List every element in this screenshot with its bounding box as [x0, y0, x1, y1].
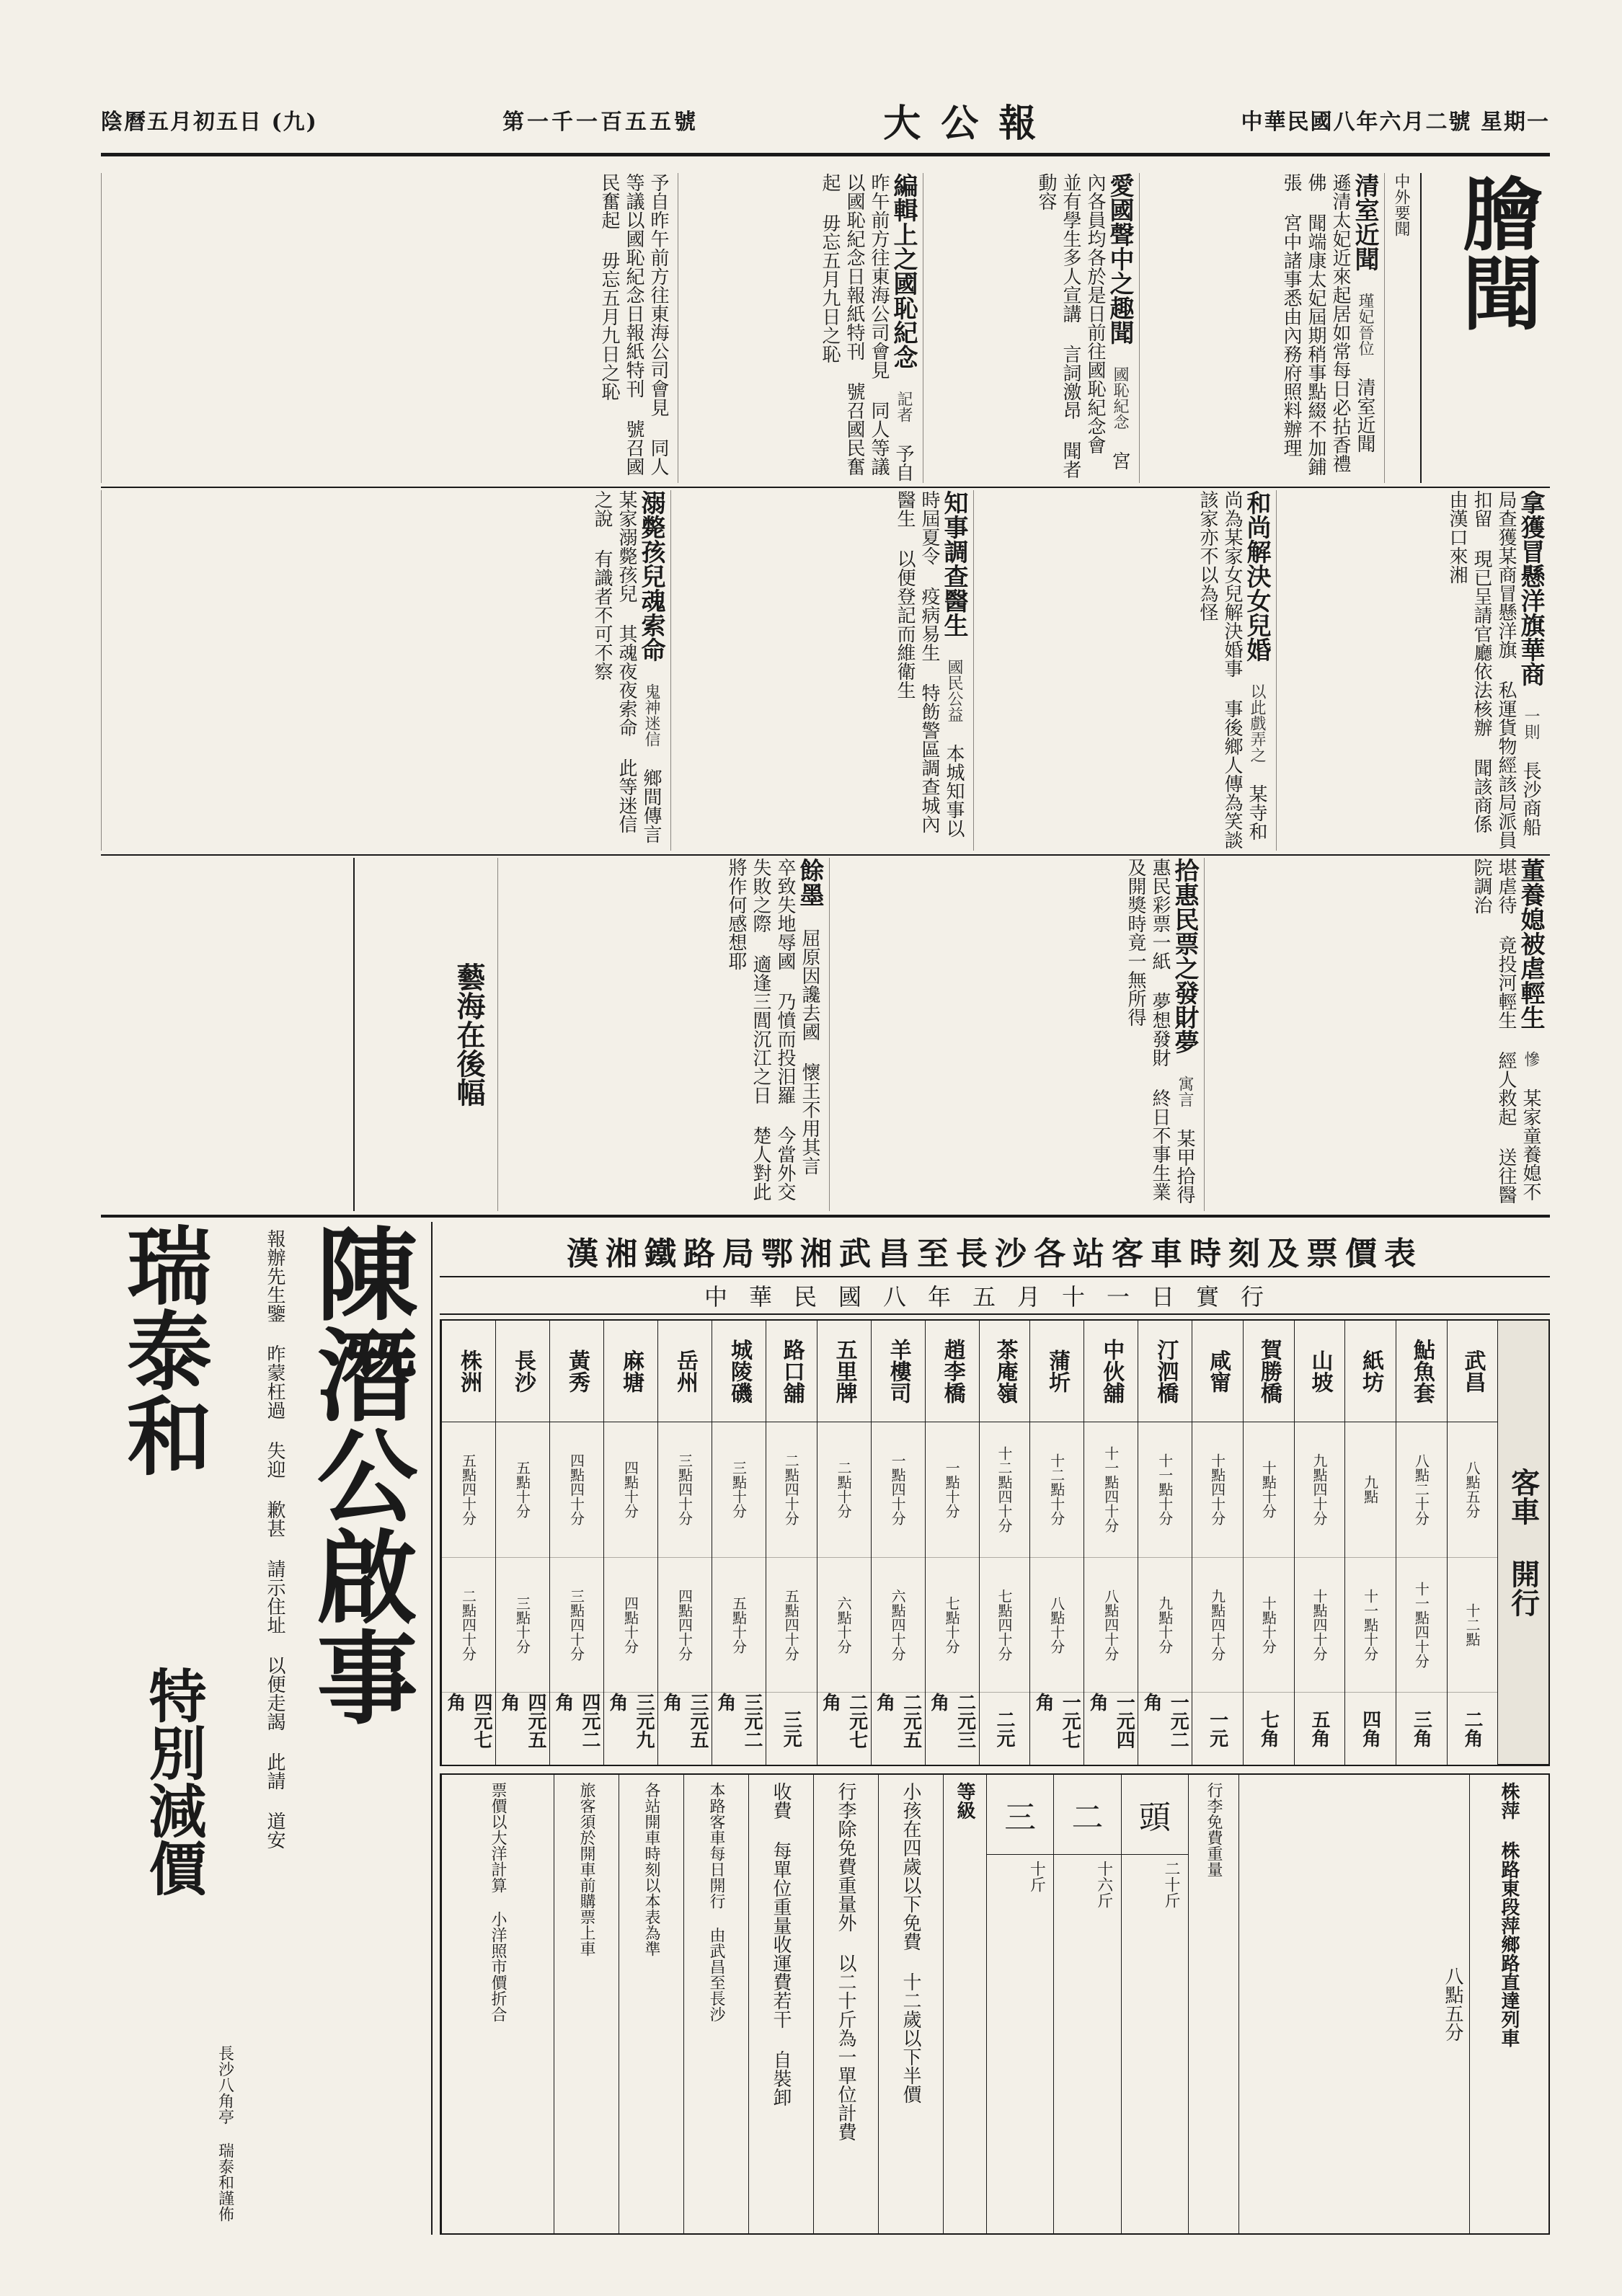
timetable-station-column — [925, 1321, 979, 1765]
newspaper-page — [101, 87, 1550, 2235]
departure-time-down: 三點四十分 — [550, 1558, 603, 1693]
departure-time-down: 六點四十分 — [872, 1558, 925, 1693]
article-doctor — [670, 490, 973, 851]
ad-brand: 瑞泰和 — [112, 1222, 213, 1477]
grade-label: 等級 — [943, 1775, 986, 2233]
article-flag — [1276, 490, 1550, 851]
news-section — [101, 173, 1550, 1211]
grade-weight: 二十斤 — [1121, 1855, 1188, 2233]
article-qingshi — [1139, 173, 1384, 483]
departure-time-down: 七點十分 — [926, 1558, 979, 1693]
departure-time-down: 九點十分 — [1138, 1558, 1192, 1693]
article-ghost — [101, 490, 670, 851]
arts-notice: 藝海在後幅 — [353, 858, 497, 1211]
station-fare: 七角 — [1257, 1710, 1280, 1747]
departure-time-up: 四點十分 — [604, 1422, 657, 1558]
departure-time-down: 四點十分 — [604, 1558, 657, 1693]
rule-line — [101, 487, 1550, 488]
article-headline: 和尚解決女兒婚 — [1242, 490, 1271, 662]
departure-time-down: 八點十分 — [1030, 1558, 1083, 1693]
rule: 本路客車每日開行 由武昌至長沙 — [683, 1775, 748, 2233]
grade-third: 三 — [986, 1775, 1053, 1854]
rule: 旅客須於開車前購票上車 — [554, 1775, 619, 2233]
rule: 票價以大洋計算 小洋照市價折合 — [441, 1775, 554, 2233]
departure-time-down: 十點十分 — [1244, 1558, 1294, 1693]
article-subhead: 寓言 — [1176, 1076, 1194, 1107]
section-title: 膾聞 — [1420, 173, 1550, 483]
station-fare: 四元七角 — [443, 1693, 492, 1749]
departure-time-down: 九點四十分 — [1192, 1558, 1243, 1693]
departure-time-up: 十一點十分 — [1138, 1422, 1192, 1558]
timetable-station-column — [712, 1321, 766, 1765]
timetable-side-title — [1497, 1321, 1548, 1765]
side-title-text: 客車 開行 — [1498, 1321, 1548, 1765]
departure-time-up: 十二點四十分 — [980, 1422, 1030, 1558]
masthead-date-lunar: 陰曆五月初五日 (九) — [101, 110, 318, 135]
station-fare: 二元三角 — [927, 1693, 976, 1749]
station-name: 汀泗橋 — [1138, 1321, 1192, 1422]
section-sub: 中外要聞 — [1384, 173, 1420, 483]
station-fare: 三角 — [1410, 1710, 1432, 1747]
station-name: 中伙舖 — [1084, 1321, 1138, 1422]
departure-time-up: 二點四十分 — [766, 1422, 817, 1558]
poem-column — [497, 858, 829, 1211]
article-body: 本城知事以時屆夏令 疫病易生 特飭警區調查城內醫生 以便登記而維衛生 — [894, 490, 965, 838]
departure-time-down: 十一點四十分 — [1396, 1558, 1447, 1693]
article-national-humiliation — [678, 173, 923, 483]
station-name: 紙坊 — [1345, 1321, 1396, 1422]
station-fare: 四元五角 — [497, 1693, 546, 1749]
news-band-top — [101, 173, 1550, 483]
timetable-station-column — [441, 1321, 495, 1765]
station-name: 麻塘 — [604, 1321, 657, 1422]
station-fare: 五角 — [1308, 1710, 1330, 1747]
ad-name: 陳潛公啟事 — [300, 1222, 418, 1727]
station-fare: 一元四角 — [1086, 1693, 1135, 1749]
departure-time-up: 八點五分 — [1448, 1422, 1498, 1558]
article-subhead: 國民公益 — [945, 659, 963, 722]
timetable-station-column — [1029, 1321, 1083, 1765]
station-fare: 一元二角 — [1140, 1693, 1189, 1749]
departure-time-up: 十二點十分 — [1030, 1422, 1083, 1558]
timetable — [440, 1319, 1550, 1766]
news-band-bottom — [101, 858, 1550, 1211]
article-subhead: 一則 — [1522, 708, 1540, 740]
departure-time-up: 九點四十分 — [1295, 1422, 1345, 1558]
branch-times — [1238, 1775, 1469, 2233]
masthead-issue: 第一千一百五五號 — [502, 110, 699, 135]
departure-time-up: 一點十分 — [926, 1422, 979, 1558]
station-name: 山坡 — [1295, 1321, 1345, 1422]
station-fare: 三元五角 — [660, 1693, 709, 1749]
station-name: 蒲圻 — [1030, 1321, 1083, 1422]
timetable-station-column — [603, 1321, 657, 1765]
masthead-title: 大公報 — [883, 101, 1057, 146]
station-fare: 二角 — [1461, 1710, 1483, 1747]
departure-time-down: 四點四十分 — [658, 1558, 712, 1693]
article-body: 予自昨午前方往東海公司會見 同人等議以國恥紀念日報紙特刊 號召國民奮起 毋忘五月九日之恥 — [598, 173, 669, 476]
timetable-station-column — [1192, 1321, 1243, 1765]
station-name: 黃秀 — [550, 1321, 603, 1422]
article-subhead: 記者 — [895, 391, 913, 422]
timetable-station-column — [1083, 1321, 1138, 1765]
station-fare: 一元七角 — [1032, 1693, 1081, 1749]
article-headline: 編輯上之國恥紀念 — [889, 173, 918, 369]
station-name: 趙李橋 — [926, 1321, 979, 1422]
poem-text: 屈原因讒去國 懷王不用其言 卒致失地辱國 乃憤而投汨羅 今當外交失敗之際 適逢三閭沉江之日 楚人對此將作何感想耶 — [725, 858, 820, 1201]
poem-title: 餘墨 — [795, 858, 824, 907]
note: 小孩在四歲以下免費 十二歲以下半價 — [878, 1775, 943, 2233]
timetable-station-column — [871, 1321, 925, 1765]
timetable-station-column — [1396, 1321, 1447, 1765]
article-headline: 愛國聲中之趣聞 — [1105, 173, 1134, 345]
article-headline: 溺斃孩兒魂索命 — [637, 490, 665, 662]
article-monk — [973, 490, 1276, 851]
departure-time-down: 三點十分 — [496, 1558, 549, 1693]
article-filler-top — [101, 173, 678, 483]
station-name: 長沙 — [496, 1321, 549, 1422]
departure-time-down: 十點四十分 — [1295, 1558, 1345, 1693]
article-body: 某寺和尚為某家女兒解決婚事 事後鄉人傳為笑談 該家亦不以為怪 — [1197, 490, 1267, 849]
departure-time-down: 五點四十分 — [766, 1558, 817, 1693]
departure-time-up: 一點四十分 — [872, 1422, 925, 1558]
station-name: 賀勝橋 — [1244, 1321, 1294, 1422]
article-subhead: 以此戲弄之 — [1248, 683, 1266, 763]
station-fare: 三元九角 — [606, 1693, 655, 1749]
station-name: 路口舖 — [766, 1321, 817, 1422]
station-name: 武昌 — [1448, 1321, 1498, 1422]
masthead — [101, 87, 1550, 156]
article-headline: 拾惠民票之發財夢 — [1170, 858, 1199, 1054]
timetable-station-column — [657, 1321, 712, 1765]
note: 行李除免費重量外 以二十斤為一單位計費 — [813, 1775, 878, 2233]
grade-weight: 十六斤 — [1053, 1855, 1120, 2233]
rule-line-heavy — [101, 1215, 1550, 1218]
station-fare: 二元五角 — [873, 1693, 922, 1749]
departure-time-up: 五點十分 — [496, 1422, 549, 1558]
timetable-station-column — [1294, 1321, 1345, 1765]
article-headline: 知事調查醫生 — [939, 490, 968, 637]
departure-time-up: 二點十分 — [817, 1422, 871, 1558]
article-subhead: 鬼神迷信 — [642, 683, 660, 747]
station-name: 城陵磯 — [712, 1321, 766, 1422]
article-headline: 清室近聞 — [1350, 173, 1379, 271]
article-body: 宮內各員均各於是日前往國恥紀念會 並有學生多人宣講 言詞激昂 聞者動容 — [1035, 173, 1130, 479]
station-fare: 四角 — [1359, 1710, 1381, 1747]
timetable-title: 漢湘鐵路局鄂湘武昌至長沙各站客車時刻及票價表 — [567, 1236, 1423, 1272]
station-fare: 一元 — [1206, 1710, 1228, 1747]
rule-line — [101, 854, 1550, 856]
article-body: 某甲拾得惠民彩票一紙 夢想發財 終日不事生業 及開獎時竟一無所得 — [1125, 858, 1195, 1204]
news-band-middle — [101, 490, 1550, 851]
station-fare: 三元 — [780, 1710, 802, 1747]
branch-line-title: 株萍 株路東段萍鄉路直達列車 — [1469, 1775, 1548, 2233]
article-subhead: 瑾妃晉位 — [1356, 293, 1374, 356]
note: 收費 每單位重量收運費若干 自裝卸 — [748, 1775, 813, 2233]
branch-time-text: 八點五分 — [1442, 1967, 1463, 2042]
article-body: 長沙商船局查獲某商冒懸洋旗 私運貨物經該局派員扣留 現已呈請官廳依法核辦 聞該商係由漢口來湘 — [1446, 490, 1541, 849]
station-fare: 二元 — [993, 1710, 1015, 1747]
departure-time-down: 二點四十分 — [442, 1558, 495, 1693]
departure-time-down: 七點四十分 — [980, 1558, 1030, 1693]
station-fare: 二元七角 — [819, 1693, 868, 1749]
departure-time-up: 十點四十分 — [1192, 1422, 1243, 1558]
departure-time-down: 五點十分 — [712, 1558, 766, 1693]
rule: 各站開車時刻以本表為準 — [619, 1775, 683, 2233]
station-name: 岳州 — [658, 1321, 712, 1422]
station-name: 茶庵嶺 — [980, 1321, 1030, 1422]
timetable-station-column — [1447, 1321, 1498, 1765]
article-lottery — [829, 858, 1204, 1211]
departure-time-up: 四點四十分 — [550, 1422, 603, 1558]
article-subhead: 國恥紀念 — [1111, 366, 1129, 430]
departure-time-up: 十一點四十分 — [1084, 1422, 1138, 1558]
grade-heads — [986, 1775, 1188, 1855]
article-body: 鄉間傳言某家溺斃孩兒 其魂夜夜索命 此等迷信之說 有識者不可不察 — [591, 490, 662, 843]
departure-time-up: 五點四十分 — [442, 1422, 495, 1558]
ad-brand-sale: 特別減價 — [139, 1665, 207, 1897]
station-name: 鮎魚套 — [1396, 1321, 1447, 1422]
luggage-label: 行李免費重量 — [1188, 1775, 1238, 2233]
ad-brand-block — [101, 1222, 237, 2235]
article-headline: 拿獲冒懸洋旗華商 — [1516, 490, 1545, 686]
article-child-bride — [1204, 858, 1550, 1211]
timetable-station-column — [979, 1321, 1030, 1765]
grade-weight: 十斤 — [986, 1855, 1053, 2233]
article-body: 清室近聞 遜清太妃近來起居如常每日必拈香禮佛 聞端康太妃屆期稍事點綴不加鋪張 宮中諸事悉由內務府照料辦理 — [1280, 173, 1375, 476]
timetable-station-column — [766, 1321, 817, 1765]
grade-table — [986, 1775, 1188, 2233]
departure-time-down: 八點四十分 — [1084, 1558, 1138, 1693]
masthead-date: 中華民國八年六月二號 星期一 — [1241, 110, 1550, 135]
ad-reader-notice: 報辦先生鑒 昨蒙枉過 失迎 歉甚 請示住址 以便走謁 此請 道安 — [264, 1229, 285, 1849]
station-fare: 四元二角 — [551, 1693, 601, 1749]
ad-address: 長沙八角亭 瑞泰和謹佈 — [216, 2044, 234, 2222]
departure-time-up: 九點 — [1345, 1422, 1396, 1558]
timetable-station-column — [549, 1321, 603, 1765]
departure-time-up: 三點四十分 — [658, 1422, 712, 1558]
departure-time-down: 十一點十分 — [1345, 1558, 1396, 1693]
timetable-subtitle: 中華民國八年五月十一日實行 — [440, 1276, 1550, 1315]
grade-second: 二 — [1053, 1775, 1120, 1854]
station-fare: 三元二角 — [714, 1693, 763, 1749]
station-name: 羊樓司 — [872, 1321, 925, 1422]
station-name: 咸甯 — [1192, 1321, 1243, 1422]
station-name: 五里牌 — [817, 1321, 871, 1422]
timetable-station-column — [1344, 1321, 1396, 1765]
article-patriotic — [923, 173, 1139, 483]
advertisement-column — [101, 1222, 433, 2235]
article-body: 予自昨午前方往東海公司會見 同人等議以國恥紀念日報紙特刊 號召國民奮起 毋忘五月九日之恥 — [819, 173, 914, 482]
article-headline: 董養媳被虐輕生 — [1516, 858, 1545, 1029]
article-body: 某家童養媳不堪虐待 竟投河輕生 經人救起 送往醫院調治 — [1471, 858, 1541, 1204]
departure-time-up: 三點十分 — [712, 1422, 766, 1558]
timetable-station-column — [495, 1321, 549, 1765]
departure-time-down: 十二點 — [1448, 1558, 1498, 1693]
departure-time-up: 十點十分 — [1244, 1422, 1294, 1558]
article-subhead: 慘 — [1522, 1051, 1540, 1067]
grade-first: 頭 — [1121, 1775, 1188, 1854]
fare-rules — [440, 1773, 1550, 2235]
timetable-station-column — [1243, 1321, 1294, 1765]
departure-time-up: 八點二十分 — [1396, 1422, 1447, 1558]
departure-time-down: 六點十分 — [817, 1558, 871, 1693]
grade-weights — [986, 1855, 1188, 2233]
timetable-station-column — [1138, 1321, 1192, 1765]
station-name: 株洲 — [442, 1321, 495, 1422]
timetable-station-column — [817, 1321, 871, 1765]
